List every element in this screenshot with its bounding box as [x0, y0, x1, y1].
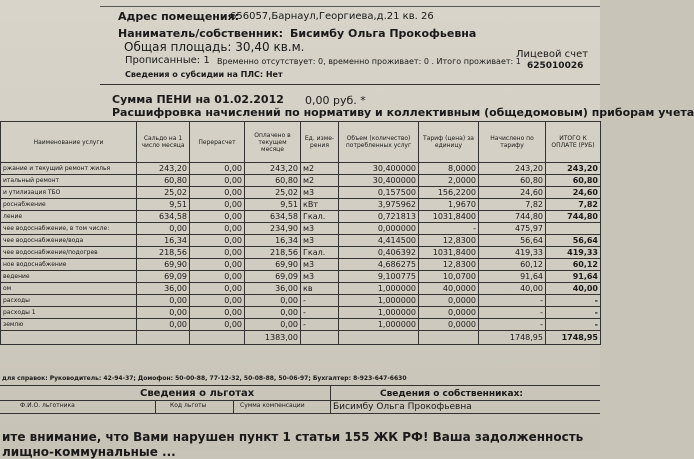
- cell-unit: м2: [301, 163, 339, 175]
- table-row: [1, 223, 601, 235]
- header-rule: [100, 84, 600, 85]
- cell-recalc: 0,00: [190, 199, 245, 211]
- cell-service-name: ведение: [1, 271, 137, 283]
- cell-total: 56,64: [546, 235, 601, 247]
- cell-paid: 60,80: [245, 175, 301, 187]
- account-number: 625010026: [527, 61, 584, 71]
- top-rule: [100, 6, 600, 7]
- col-balance: Сальдо на 1 число месяца: [137, 122, 190, 163]
- cell-tariff: 10,0700: [419, 271, 479, 283]
- cell-total: 24,60: [546, 187, 601, 199]
- table-row: [1, 235, 601, 247]
- table-row: [1, 271, 601, 283]
- cell-service-name: итальный ремонт: [1, 175, 137, 187]
- cell-service-name: ное водоснабжение: [1, 259, 137, 271]
- cell-unit: м2: [301, 175, 339, 187]
- cell-charged: 60,12: [479, 259, 546, 271]
- cell-volume: 1,000000: [339, 307, 419, 319]
- table-row: [1, 247, 601, 259]
- table-row: [1, 187, 601, 199]
- cell-volume: 1,000000: [339, 283, 419, 295]
- cell-tariff: 2,0000: [419, 175, 479, 187]
- cell-paid: 9,51: [245, 199, 301, 211]
- cell-total: 419,33: [546, 247, 601, 259]
- benefit-comp-label: Сумма компенсации: [240, 402, 305, 409]
- total-charged: 1748,95: [479, 331, 546, 345]
- total-due: 1748,95: [546, 331, 601, 345]
- cell-tariff: 12,8300: [419, 259, 479, 271]
- cell-unit: кв: [301, 283, 339, 295]
- cell-volume: 9,100775: [339, 271, 419, 283]
- cell-total: -: [546, 319, 601, 331]
- cell-charged: 7,82: [479, 199, 546, 211]
- cell-balance: 218,56: [137, 247, 190, 259]
- cell-service-name: чее водоснабжение, в том числе:: [1, 223, 137, 235]
- owners-title: Сведения о собственниках:: [380, 389, 524, 399]
- cell-paid: 234,90: [245, 223, 301, 235]
- cell-unit: -: [301, 307, 339, 319]
- cell-service-name: ржание и текущий ремонт жилья: [1, 163, 137, 175]
- cell-service-name: землю: [1, 319, 137, 331]
- cell-paid: 0,00: [245, 295, 301, 307]
- total-paid: 1383,00: [245, 331, 301, 345]
- cell-volume: 0,000000: [339, 223, 419, 235]
- col-volume: Объем (количество) потребленных услуг: [339, 122, 419, 163]
- table-row: [1, 307, 601, 319]
- cell-service-name: ление: [1, 211, 137, 223]
- charges-table: [0, 121, 601, 345]
- cell-total: 744,80: [546, 211, 601, 223]
- cell-charged: 40,00: [479, 283, 546, 295]
- cell-balance: 69,90: [137, 259, 190, 271]
- cell-recalc: 0,00: [190, 319, 245, 331]
- cell-charged: 475,97: [479, 223, 546, 235]
- cell-unit: -: [301, 295, 339, 307]
- cell-total: 60,80: [546, 175, 601, 187]
- cell-charged: -: [479, 295, 546, 307]
- table-row: [1, 283, 601, 295]
- cell-unit: -: [301, 319, 339, 331]
- cell-volume: 1,000000: [339, 319, 419, 331]
- cell-unit: Гкал.: [301, 247, 339, 259]
- table-row: [1, 259, 601, 271]
- cell-service-name: чее водоснабжение/вода: [1, 235, 137, 247]
- cell-total: [546, 223, 601, 235]
- cell-recalc: 0,00: [190, 259, 245, 271]
- subsidy-text: Сведения о субсидии на ПЛС: Нет: [125, 70, 283, 79]
- cell-recalc: 0,00: [190, 307, 245, 319]
- cell-paid: 69,09: [245, 271, 301, 283]
- owner-name: Бисимбу Ольга Прокофьевна: [333, 402, 472, 412]
- warning-text: ите внимание, что Вами нарушен пункт 1 статьи 155 ЖК РФ! Ваша задолженность: [2, 430, 584, 444]
- cell-charged: 91,64: [479, 271, 546, 283]
- cell-unit: кВт: [301, 199, 339, 211]
- cell-paid: 218,56: [245, 247, 301, 259]
- cell-total: 243,20: [546, 163, 601, 175]
- cell-volume: 4,414500: [339, 235, 419, 247]
- cell-recalc: 0,00: [190, 175, 245, 187]
- cell-balance: 9,51: [137, 199, 190, 211]
- cell-unit: м3: [301, 187, 339, 199]
- cell-recalc: 0,00: [190, 235, 245, 247]
- cell-total: 40,00: [546, 283, 601, 295]
- cell-total: -: [546, 295, 601, 307]
- cell-recalc: 0,00: [190, 283, 245, 295]
- cell-tariff: 0,0000: [419, 295, 479, 307]
- warning-text-2: лищно-коммунальные ...: [2, 445, 176, 459]
- cell-recalc: 0,00: [190, 187, 245, 199]
- cell-tariff: 0,0000: [419, 319, 479, 331]
- cell-service-name: роснабжение: [1, 199, 137, 211]
- table-row: [1, 163, 601, 175]
- cell-balance: 25,02: [137, 187, 190, 199]
- table-row: [1, 175, 601, 187]
- cell-tariff: -: [419, 223, 479, 235]
- cell-paid: 25,02: [245, 187, 301, 199]
- benefit-code-label: Код льготы: [170, 402, 207, 409]
- area-text: Общая площадь: 30,40 кв.м.: [124, 40, 305, 54]
- col-total: ИТОГО К ОПЛАТЕ (РУБ): [546, 122, 601, 163]
- cell-recalc: 0,00: [190, 223, 245, 235]
- cell-tariff: 1,9670: [419, 199, 479, 211]
- cell-volume: 1,000000: [339, 295, 419, 307]
- breakdown-title: Расшифровка начислений по нормативу и коллективным (общедомовым) приборам учета: [112, 106, 694, 119]
- cell-service-name: и утилизация ТБО: [1, 187, 137, 199]
- cell-recalc: 0,00: [190, 271, 245, 283]
- cell-tariff: 156,2200: [419, 187, 479, 199]
- penalty-label: Сумма ПЕНИ на 01.02.2012: [112, 93, 284, 106]
- table-header-row: [1, 122, 601, 163]
- address-value: 656057,Барнаул,Георгиева,д.21 кв. 26: [230, 11, 434, 22]
- cell-volume: 4,686275: [339, 259, 419, 271]
- benefits-title: Сведения о льготах: [140, 388, 255, 399]
- table-row: [1, 211, 601, 223]
- cell-charged: -: [479, 307, 546, 319]
- cell-charged: -: [479, 319, 546, 331]
- cell-balance: 69,09: [137, 271, 190, 283]
- cell-tariff: 0,0000: [419, 307, 479, 319]
- cell-paid: 243,20: [245, 163, 301, 175]
- cell-service-name: ом: [1, 283, 137, 295]
- phones-text: для справок: Руководитель: 42-94-37; Домофон: 50-00-88, 77-12-32, 50-08-88, 50-06-97; Бухгалтер: 8-923-647-6630: [2, 375, 407, 382]
- cell-recalc: 0,00: [190, 211, 245, 223]
- cell-volume: 30,400000: [339, 175, 419, 187]
- cell-balance: 243,20: [137, 163, 190, 175]
- cell-tariff: 40,0000: [419, 283, 479, 295]
- cell-volume: 0,721813: [339, 211, 419, 223]
- col-service: Наименование услуги: [1, 122, 137, 163]
- cell-volume: 0,406392: [339, 247, 419, 259]
- tenant-value: Бисимбу Ольга Прокофьевна: [290, 27, 477, 40]
- cell-tariff: 1031,8400: [419, 211, 479, 223]
- cell-paid: 0,00: [245, 319, 301, 331]
- benefit-holder-label: Ф.И.О. льготника: [20, 402, 75, 409]
- account-label: Лицевой счет: [516, 49, 589, 60]
- col-recalc: Перерасчет: [190, 122, 245, 163]
- cell-paid: 69,90: [245, 259, 301, 271]
- cell-charged: 56,64: [479, 235, 546, 247]
- cell-service-name: расходы: [1, 295, 137, 307]
- cell-charged: 24,60: [479, 187, 546, 199]
- cell-balance: 0,00: [137, 319, 190, 331]
- cell-total: 60,12: [546, 259, 601, 271]
- cell-unit: м3: [301, 223, 339, 235]
- cell-balance: 16,34: [137, 235, 190, 247]
- cell-tariff: 1031,8400: [419, 247, 479, 259]
- cell-volume: 0,157500: [339, 187, 419, 199]
- cell-recalc: 0,00: [190, 295, 245, 307]
- cell-total: 7,82: [546, 199, 601, 211]
- col-unit: Ед. изме- рения: [301, 122, 339, 163]
- col-charged: Начислено по тарифу: [479, 122, 546, 163]
- cell-paid: 16,34: [245, 235, 301, 247]
- cell-recalc: 0,00: [190, 163, 245, 175]
- cell-balance: 634,58: [137, 211, 190, 223]
- cell-paid: 0,00: [245, 307, 301, 319]
- cell-balance: 0,00: [137, 307, 190, 319]
- cell-balance: 0,00: [137, 223, 190, 235]
- cell-paid: 36,00: [245, 283, 301, 295]
- cell-unit: м3: [301, 259, 339, 271]
- cell-total: 91,64: [546, 271, 601, 283]
- table-row: [1, 295, 601, 307]
- cell-unit: м3: [301, 271, 339, 283]
- cell-service-name: чее водоснабжение/подогрев: [1, 247, 137, 259]
- cell-tariff: 8,0000: [419, 163, 479, 175]
- totals-row: [1, 331, 601, 345]
- cell-charged: 60,80: [479, 175, 546, 187]
- cell-service-name: расходы 1: [1, 307, 137, 319]
- col-tariff: Тариф (цена) за единицу: [419, 122, 479, 163]
- cell-balance: 0,00: [137, 295, 190, 307]
- registered-label: Прописанные: 1: [125, 55, 210, 66]
- tenant-label: Наниматель/собственник:: [118, 27, 284, 40]
- table-row: [1, 199, 601, 211]
- cell-balance: 60,80: [137, 175, 190, 187]
- cell-paid: 634,58: [245, 211, 301, 223]
- penalty-value: 0,00 руб. *: [305, 94, 366, 107]
- registered-details: Временно отсутствует: 0, временно проживает: 0 . Итого проживает: 1: [217, 57, 521, 66]
- col-paid: Оплачено в текущем месяце: [245, 122, 301, 163]
- cell-volume: 3,975962: [339, 199, 419, 211]
- cell-balance: 36,00: [137, 283, 190, 295]
- cell-tariff: 12,8300: [419, 235, 479, 247]
- table-row: [1, 319, 601, 331]
- cell-unit: м3: [301, 235, 339, 247]
- cell-charged: 243,20: [479, 163, 546, 175]
- cell-total: -: [546, 307, 601, 319]
- cell-charged: 419,33: [479, 247, 546, 259]
- cell-charged: 744,80: [479, 211, 546, 223]
- cell-unit: Гкал.: [301, 211, 339, 223]
- cell-recalc: 0,00: [190, 247, 245, 259]
- cell-volume: 30,400000: [339, 163, 419, 175]
- address-label: Адрес помещения:: [118, 10, 240, 23]
